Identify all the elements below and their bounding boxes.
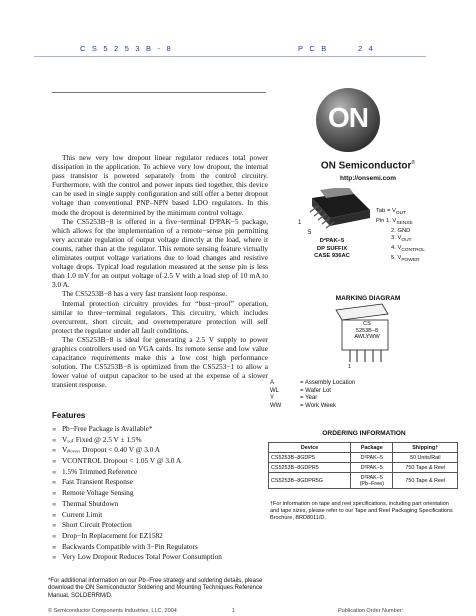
ordering-info-title: ORDERING INFORMATION xyxy=(322,430,406,437)
pin-one-label: 1 xyxy=(298,220,302,226)
list-item: ∞ Very Low Dropout Reduces Total Power Consumption xyxy=(52,552,282,563)
table-row: CS5253B−8GDP5 D²PAK−5 50 Units/Rail xyxy=(269,453,458,463)
marking-text: CS 5253B−8 AWLYWW xyxy=(354,321,380,341)
list-item: ∞ Thermal Shutdown xyxy=(52,499,282,510)
bullet-icon: ∞ xyxy=(52,501,57,508)
description-body xyxy=(52,153,268,389)
bullet-icon: ∞ xyxy=(52,544,57,551)
marking-diagram-title: MARKING DIAGRAM xyxy=(335,295,401,302)
paragraph: This new very low dropout linear regulator reduces total power dissipation in the application. To achieve very low dropout, the internal pass transistor is powered separately from the control circuitry. Furthermore, with the control and power inputs tied together, this device can be used in single supply configuration and still offer a better dropout voltage than conventional PNP–NPN based LDO regulators. In this mode the dropout is determined by the minimum control voltage. xyxy=(52,153,268,217)
bullet-icon: ∞ xyxy=(52,437,57,444)
paragraph: The CS5253B−8 is ideal for generating a 2.5 V supply to power graphics controllers used on VGA cards. Its remote sense and low value capacitance requirements make this a low cost high performance solution. The CS5253B−8 is optimized from the CS5253−1 to allow a lower value of output capacitor to be used at the expense of a slower transient response. xyxy=(52,334,268,390)
pin-five-label: 5 xyxy=(308,230,312,236)
pb-free-footnote: *For additional information on our Pb−Free strategy and soldering details, please download the ON Semiconductor Soldering and Mounting Techniques Reference Manual, SOLDERRM/D. xyxy=(48,578,263,599)
table-row: CS5253B−8GDPR5G D²PAK−5 (Pb−Free) 750 Tape & Reel xyxy=(269,473,458,489)
list-item: ∞ Current Limit xyxy=(52,510,282,521)
part-code: C S 5 2 5 3 B - 8 xyxy=(80,44,173,53)
paragraph: Internal protection circuitry provides for “bust−proof” operation, similar to three−terminal regulators. This circuitry, which includes overcurrent, short circuit, and overtemperature protection will self protect the regulator under all fault conditions. xyxy=(52,298,268,335)
bullet-icon: ∞ xyxy=(52,480,57,487)
title-rule xyxy=(52,92,266,93)
header-rule xyxy=(34,56,426,57)
bullet-icon: ∞ xyxy=(52,469,57,476)
paragraph: The CS5253B−8 has a very fast transient loop response. xyxy=(62,289,228,299)
footer-page-number: 1 xyxy=(232,608,236,614)
bullet-icon: ∞ xyxy=(52,533,57,540)
header-page-number: 2 4 xyxy=(358,44,376,53)
list-item: ∞ Remote Voltage Sensing xyxy=(52,488,282,499)
table-header-row: Device Package Shipping† xyxy=(269,443,458,453)
pcb-label: P C B xyxy=(298,44,329,53)
list-item: ∞ Pb−Free Package is Available* xyxy=(52,424,282,435)
list-item: ∞ Vₚₒᵥᵥₑᵣ Dropout < 0.40 V @ 3.0 A xyxy=(52,445,282,456)
features-list xyxy=(52,424,282,563)
website-link[interactable]: http://onsemi.com xyxy=(340,175,396,182)
shipping-footnote: †For information on tape and reel specifications, including part orientation and tape sizes, please refer to our Tape and Reel Packaging Specifications Brochure, BRD8011/D. xyxy=(270,501,453,521)
list-item: ∞ Drop−In Replacement for EZ1582 xyxy=(52,531,282,542)
list-item: ∞ VCONTROL Dropout < 1.05 V @ 3.0 A xyxy=(52,456,282,467)
on-logo-icon: ON xyxy=(316,88,380,152)
features-heading: Features xyxy=(52,411,86,420)
list-item: ∞ 1.5% Trimmed Reference xyxy=(52,467,282,478)
paragraph: The CS5253B−8 is offered in a five−terminal D²PAK−5 package, which allows for the implementation of a remote−sense pin permitting very accurate regulation of output voltage directly at the load, where it counts, rather than at the regulator. This remote sensing feature virtually eliminates output voltage variations due to load changes and resistive voltage drops. Typical load regulation measured at the sense pin is less than 1.0 mV for an output voltage of 2.5 V with a load step of 10 mA to 3.0 A. xyxy=(52,216,268,290)
publication-order: Publication Order Number: xyxy=(338,608,404,614)
package-info: D²PAK−5 DP SUFFIX CASE 936AC xyxy=(314,238,350,260)
bullet-icon: ∞ xyxy=(52,427,57,433)
page-footer xyxy=(48,608,448,614)
list-item: ∞ Backwards Compatible with 3−Pin Regulators xyxy=(52,542,282,553)
bullet-icon: ∞ xyxy=(52,512,57,519)
bullet-icon: ∞ xyxy=(52,459,57,466)
marking-pin-label: 1 xyxy=(348,364,352,370)
top-header xyxy=(80,44,380,53)
copyright: © Semiconductor Components Industries, LLC, 2004 xyxy=(48,608,177,614)
list-item: ∞ Fast Transient Response xyxy=(52,477,282,488)
ordering-table xyxy=(268,442,458,489)
bullet-icon: ∞ xyxy=(52,523,57,530)
bullet-icon: ∞ xyxy=(52,555,57,562)
marking-legend: A = Assembly Location WL = Wafer Lot Y = Year WW = Work Week xyxy=(270,380,356,409)
brand-name: ON Semiconductor® xyxy=(320,160,416,172)
list-item: ∞ Vₒᵤₜ Fixed @ 2.5 V ± 1.5% xyxy=(52,435,282,446)
bullet-icon: ∞ xyxy=(52,491,57,498)
bullet-icon: ∞ xyxy=(52,448,57,455)
list-item: ∞ Short Circuit Protection xyxy=(52,520,282,531)
table-row: CS5253B−8GDPR5 D²PAK−5 750 Tape & Reel xyxy=(269,463,458,473)
pinout-list: Tab = $V_{OUT}$ Pin 1. $V_{SENSE}$ 2. GND 3. $V_{OUT}$ 4. $V_{CONTROL}$ 5. $V_{POWER}$ xyxy=(376,208,425,263)
